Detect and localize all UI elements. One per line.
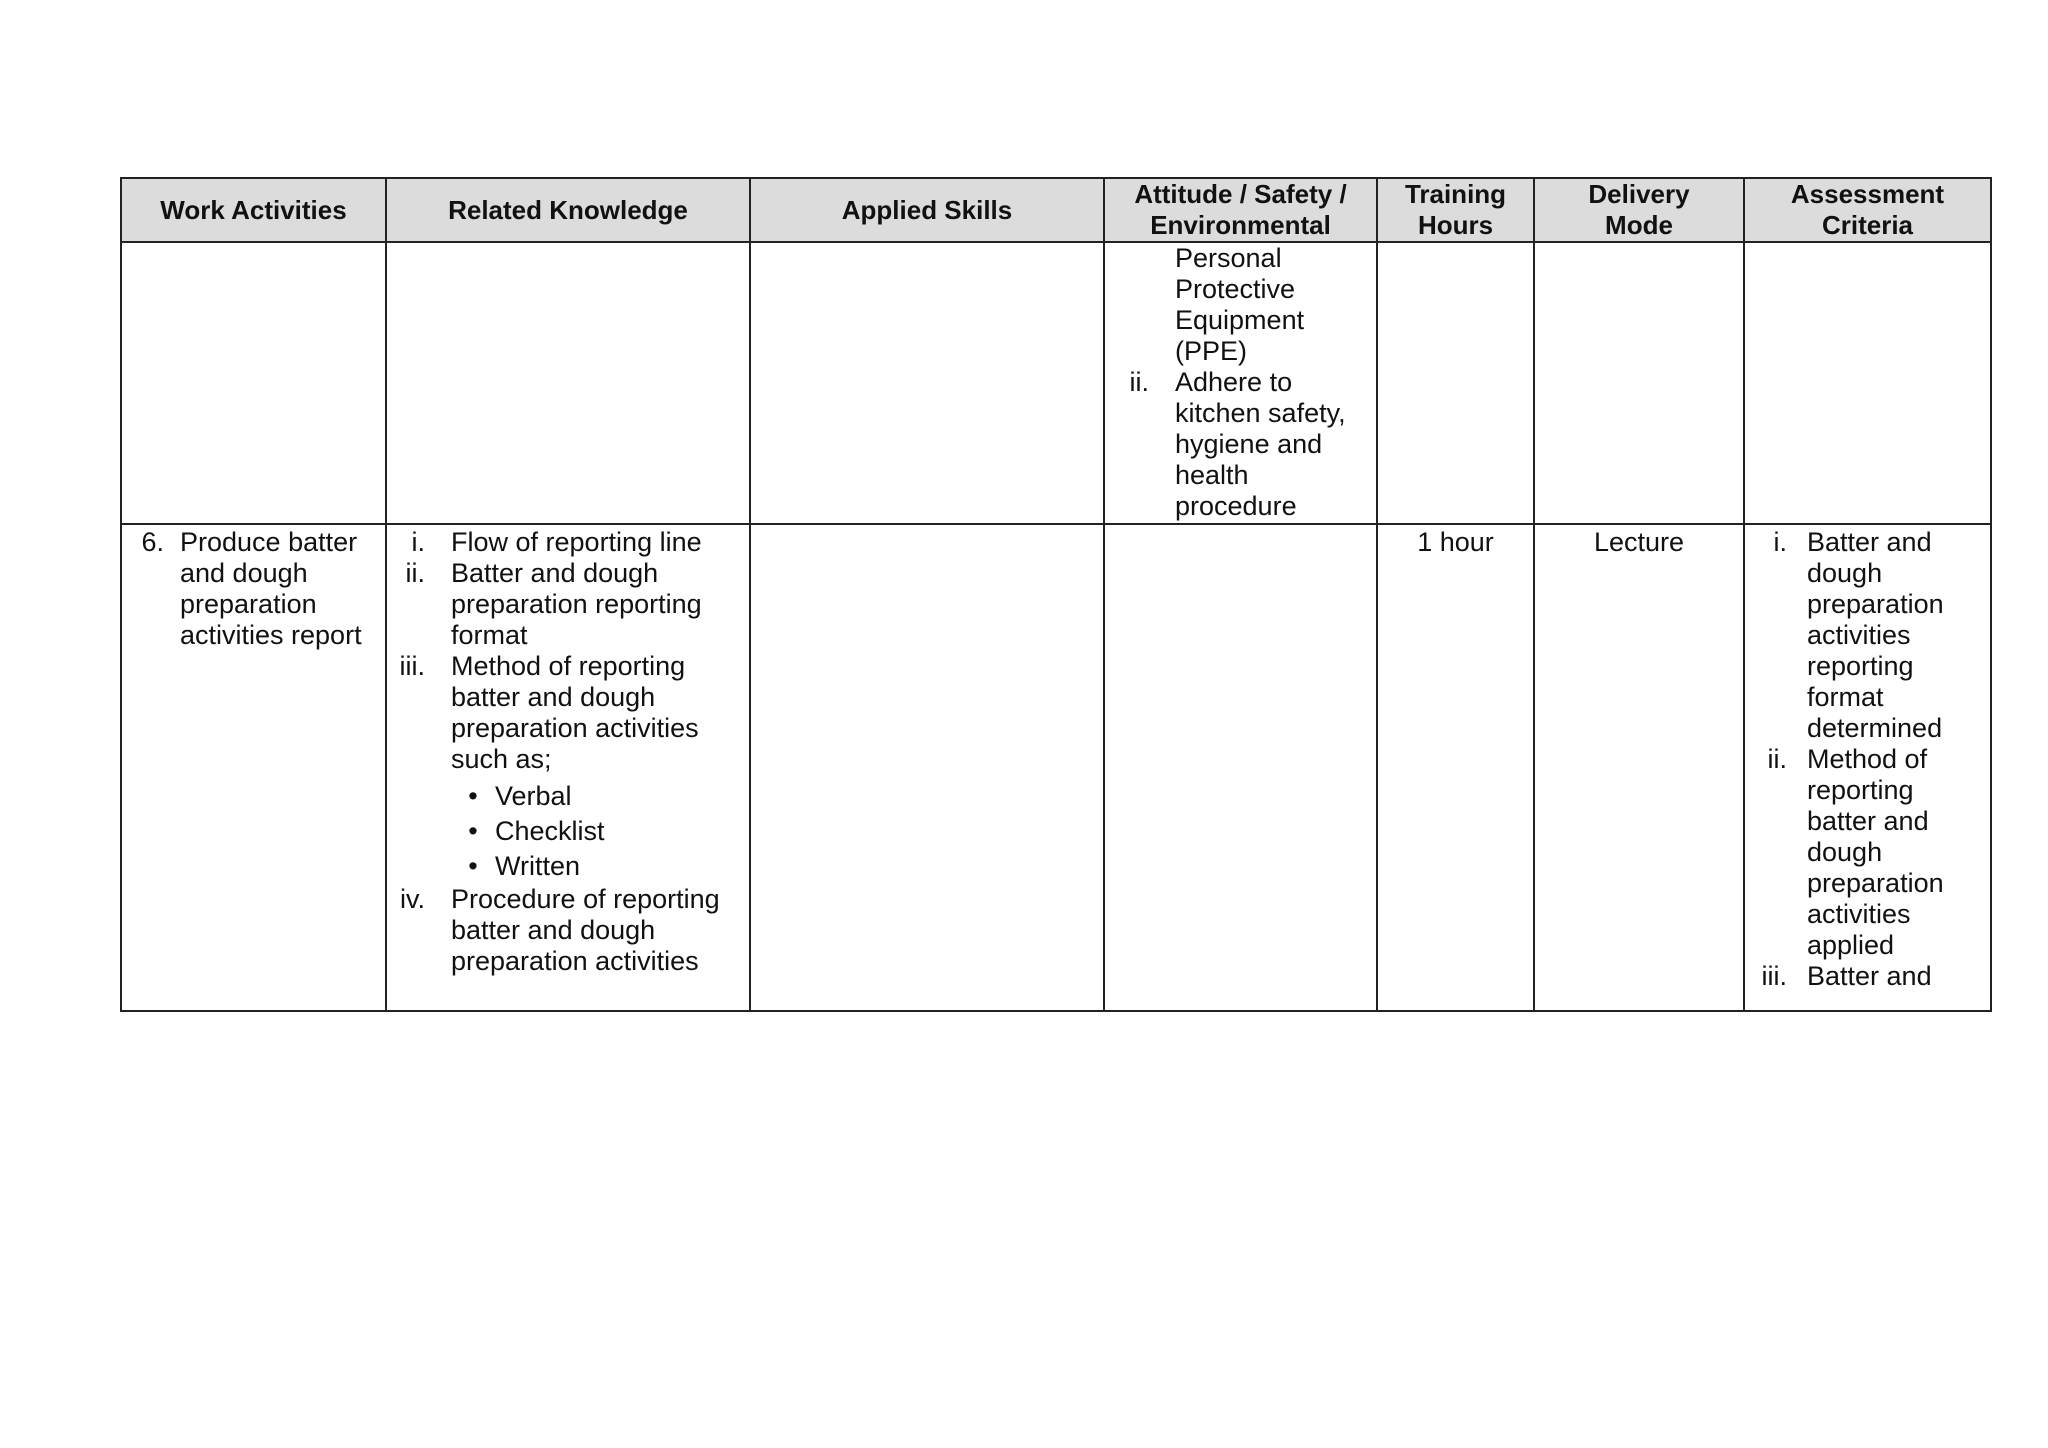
header-assessment-criteria: Assessment Criteria (1744, 178, 1991, 242)
cell-mode-empty (1534, 242, 1744, 524)
list-item: iii. Batter and (1761, 961, 1932, 991)
cell-work-activity (121, 524, 386, 1011)
header-attitude-safety-environmental: Attitude / Safety / Environmental (1104, 178, 1377, 242)
cell-training-hours: 1 hour (1377, 524, 1534, 1011)
cell-attitude-empty (1104, 524, 1377, 1011)
curriculum-table (120, 177, 1992, 1012)
cell-skills-empty (750, 242, 1104, 524)
header-work-activities: Work Activities (121, 178, 386, 242)
bullet-item: • Written (468, 851, 581, 881)
cell-delivery-mode: Lecture (1534, 524, 1744, 1011)
list-item: ii. Batter and dough preparation reporting format (405, 558, 702, 650)
cell-assessment-empty (1744, 242, 1991, 524)
header-applied-skills: Applied Skills (750, 178, 1104, 242)
list-item: iii. Method of reporting batter and dough preparation activities such as; • Verbal • Checklist • Written (395, 651, 743, 884)
table-row-continued (121, 242, 1991, 524)
list-item: Personal Protective Equipment (PPE) (1175, 243, 1305, 366)
header-delivery-mode: Delivery Mode (1534, 178, 1744, 242)
cell-hours-empty (1377, 242, 1534, 524)
sub-bullet-list (451, 775, 743, 884)
header-training-hours: Training Hours (1377, 178, 1534, 242)
cell-assessment-criteria (1744, 524, 1991, 1011)
bullet-item: • Verbal (468, 781, 572, 811)
table-row-6 (121, 524, 1991, 1011)
cell-applied-skills-empty (750, 524, 1104, 1011)
list-item: ii. Adhere to kitchen safety, hygiene and health procedure (1129, 367, 1346, 521)
cell-work-activity-empty (121, 242, 386, 524)
list-item: iv. Procedure of reporting batter and dough preparation activities (400, 884, 720, 976)
list-item: i. Flow of reporting line (411, 527, 702, 557)
cell-attitude-continued (1104, 242, 1377, 524)
list-item: ii. Method of reporting batter and dough preparation activities applied (1767, 744, 1944, 960)
list-item: 6. Produce batter and dough preparation activities report (141, 527, 362, 650)
cell-knowledge-empty (386, 242, 750, 524)
header-related-knowledge: Related Knowledge (386, 178, 750, 242)
cell-related-knowledge (386, 524, 750, 1011)
list-item: i. Batter and dough preparation activities reporting format determined (1773, 527, 1944, 743)
bullet-item: • Checklist (468, 816, 605, 846)
header-row (121, 178, 1991, 242)
